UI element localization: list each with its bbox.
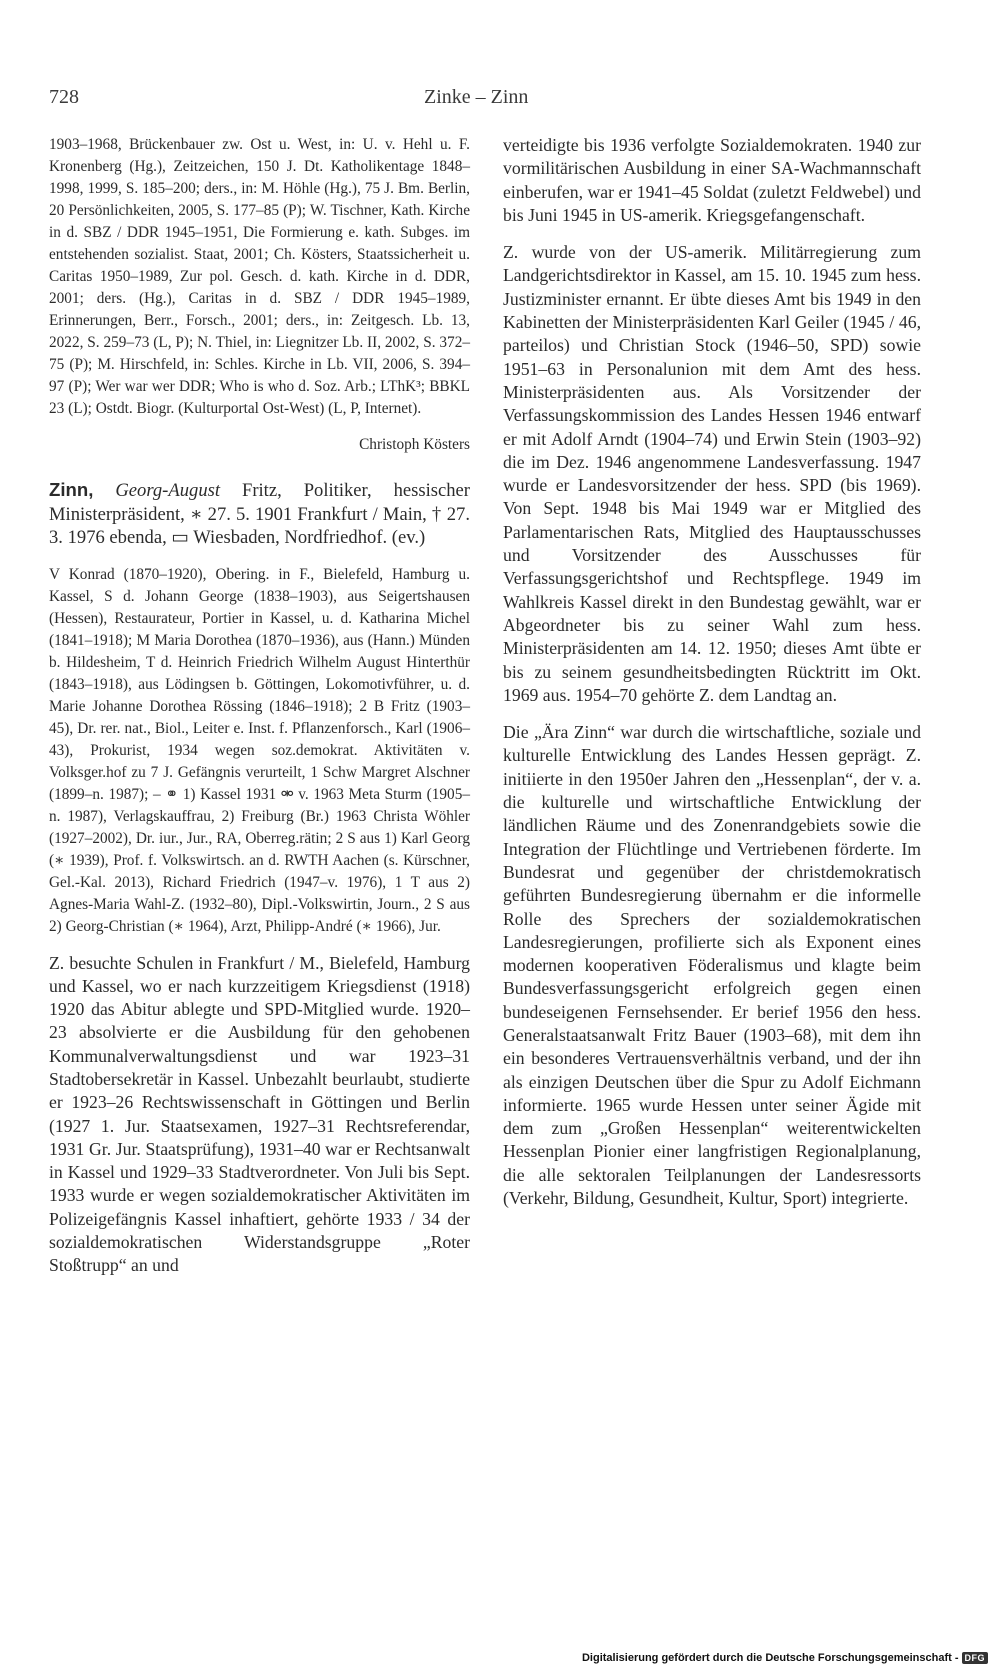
page-number: 728 xyxy=(49,86,79,108)
biography-paragraph-4: Die „Ära Zinn“ war durch die wirtschaftliche, soziale und kulturelle Entwicklung des Landes Hessen geprägt. Z. initiierte in den 1950er Jahren den „Hessenplan“, der v. a. die kulturelle und wirtschaftliche Entwicklung der ländlichen Räume und des Zonenrandgebiets sowie die Integration der Flüchtlinge und Vertriebenen förderte. Im Bundesrat und gegenüber der christdemokratisch geführten Bundesregierung übernahm er die informelle Rolle des Sprechers der sozialdemokratischen Landesregierungen, profilierte sich als Exponent eines modernen kooperativen Föderalismus und klagte beim Bundesverfassungsgericht erfolgreich gegen einen bundeseigenen Fernsehsender. Er berief 1956 den hess. Generalstaatsanwalt Fritz Bauer (1903–68), mit dem ihn ein besonderes Vertrauensverhältnis verband, und der ihn als einzigen Deutschen über die Spur zu Adolf Eichmann informierte. 1965 wurde Hessen unter seiner Ägide mit dem zum „Großen Hessenplan“ weiterentwickelten Hessenplan Pionier einer langfristigen Regionalplanung, die alle sektoralen Teilplanungen der Landesressorts (Verkehr, Bildung, Gesundheit, Kultur, Sport) integrierte. xyxy=(503,722,921,1209)
biography-paragraph-1: Z. besuchte Schulen in Frankfurt / M., Bielefeld, Hamburg und Kassel, wo er nach kurzzeitigem Kriegsdienst (1918) 1920 das Abitur ablegte und SPD-Mitglied wurde. 1920–23 absolvierte er die Ausbildung für den gehobenen Kommunalverwaltungsdienst und war 1923–31 Stadtobersekretär in Kassel. Unbezahlt beurlaubt, studierte er 1923–26 Rechtswissenschaft in Göttingen und Berlin (1927 1. Jur. Staatsexamen, 1927–31 Rechtsreferendar, 1931 Gr. Jur. Staatsprüfung), 1931–40 war er Rechtsanwalt in Kassel und 1929–33 Stadtverordneter. Von Juli bis Sept. 1933 wurde er wegen sozialdemokratischer Aktivitäten im Polizeigefängnis Kassel inhaftiert, gehörte 1933 / 34 der sozialdemokratischen Widerstandsgruppe „Roter Stoßtrupp“ an und xyxy=(49,952,470,1276)
footer-credit: Digitalisierung gefördert durch die Deutsche Forschungsgemeinschaft - xyxy=(581,1652,959,1664)
running-head: Zinke – Zinn xyxy=(424,86,529,108)
dfg-logo: DFG xyxy=(962,1652,989,1664)
left-column xyxy=(49,134,470,1292)
genealogy-paragraph: V Konrad (1870–1920), Obering. in F., Bielefeld, Hamburg u. Kassel, S d. Johann George (1838–1903), aus Seigertshausen (Hessen), Restaurateur, Portier in Kassel, u. d. Katharina Michel (1841–1918); M Maria Dorothea (1870–1936), aus (Hann.) Münden b. Hildesheim, T d. Heinrich Friedrich Wilhelm August Hinterthür (1843–1918), aus Lödingsen b. Göttingen, Lokomotivführer, u. d. Marie Johanne Dorothea Rössing (1846–1918); 2 B Fritz (1903–45), Dr. rer. nat., Biol., Leiter e. Inst. f. Pflanzenforsch., Karl (1906–43), Prokurist, 1934 wegen soz.demokrat. Aktivitäten v. Volksger.hof zu 7 J. Gefängnis verurteilt, 1 Schw Margret Alschner (1899–n. 1987); – ⚭ 1) Kassel 1931 ⚮ v. 1963 Meta Sturm (1905–n. 1987), Verlagskauffrau, 2) Freiburg (Br.) 1963 Christa Wöhler (1927–2002), Dr. iur., Jur., RA, Oberreg.rätin; 2 S aus 1) Karl Georg (∗ 1939), Prof. f. Volkswirtsch. an d. RWTH Aachen (s. Kürschner, Gel.-Kal. 2013), Richard Friedrich (1947–v. 1976), 1 T aus 2) Agnes-Maria Wahl-Z. (1932–80), Dipl.-Volkswirtin, Journ., 2 S aus 2) Georg-Christian (∗ 1964), Arzt, Philipp-André (∗ 1966), Jur. xyxy=(49,565,470,935)
digitization-footer xyxy=(582,1652,988,1664)
author-signature: Christoph Kösters xyxy=(359,436,470,453)
biography-paragraph-3: Z. wurde von der US-amerik. Militärregierung zum Landgerichtsdirektor in Kassel, am 15. 10. 1945 zum hess. Justizminister ernannt. Er übte dieses Amt bis 1949 in den Kabinetten der Ministerpräsidenten Karl Geiler (1945 / 46, parteilos) und Christian Stock (1946–50, SPD) sowie 1951–63 in Personalunion mit dem Amt des hess. Ministerpräsidenten aus. Als Vorsitzender der Verfassungskommission des Landes Hessen 1946 entwarf er mit Adolf Arndt (1904–74) und Erwin Stein (1903–92) die im Dez. 1946 angenommene Landesverfassung. 1947 wurde er Landesvorsitzender der hess. SPD (bis 1969). Von Sept. 1948 bis Mai 1949 war er Mitglied des Parlamentarischen Rats, Mitglied des Hauptausschusses und Vorsitzender des Ausschusses für Verfassungsgerichtshof und Rechtspflege. 1949 im Wahlkreis Kassel direkt in den Bundestag gewählt, war er Abgeordneter bis zu seiner Wahl zum hess. Ministerpräsidenten am 14. 12. 1950; dieses Amt übte er bis zu seinem gesundheitsbedingten Rücktritt im Okt. 1969 aus. 1954–70 gehörte Z. dem Landtag an. xyxy=(503,242,921,705)
entry-summary: Fritz, Politiker, hessischer Ministerpräsident, ∗ 27. 5. 1901 Frankfurt / Main, † 27. 3. 1976 ebenda, ▭ Wiesbaden, Nordfriedhof. (ev.) xyxy=(49,480,470,548)
biography-paragraph-2: verteidigte bis 1936 verfolgte Sozialdemokraten. 1940 zur vormilitärischen Ausbildung in einer SA-Wachmannschaft einberufen, war er 1941–45 Soldat (zuletzt Feldwebel) und bis Juni 1945 in US-amerik. Kriegsgefangenschaft. xyxy=(503,135,921,225)
entry-name: Zinn, xyxy=(49,479,94,500)
entry-heading xyxy=(49,478,470,550)
right-column xyxy=(503,134,921,1224)
entry-given-name: Georg-August xyxy=(115,480,221,501)
bibliography-previous-entry: 1903–1968, Brückenbauer zw. Ost u. West, in: U. v. Hehl u. F. Kronenberg (Hg.), Zeitzeichen, 150 J. Dt. Katholikentage 1848–1998, 1999, S. 185–200; ders., in: M. Höhle (Hg.), 75 J. Bm. Berlin, 20 Persönlichkeiten, 2005, S. 177–85 (P); W. Tischner, Kath. Kirche in d. SBZ / DDR 1945–1951, Die Formierung e. kath. Subges. im entstehenden sozialist. Staat, 2001; Ch. Kösters, Staatssicherheit u. Caritas 1950–1989, Zur pol. Gesch. d. kath. Kirche in d. DDR, 2001; ders. (Hg.), Caritas in d. SBZ / DDR 1945–1989, Erinnerungen, Berr., Forsch., 2001; ders., in: Zeitgesch. Lb. 13, 2022, S. 259–73 (L, P); N. Thiel, in: Liegnitzer Lb. II, 2002, S. 372–75 (P); M. Hirschfeld, in: Schles. Kirche in Lb. VII, 2006, S. 394–97 (P); Wer war wer DDR; Who is who d. Soz. Arb.; LThK³; BBKL 23 (L); Ostdt. Biogr. (Kulturportal Ost-West) (L, P, Internet). xyxy=(49,136,470,417)
